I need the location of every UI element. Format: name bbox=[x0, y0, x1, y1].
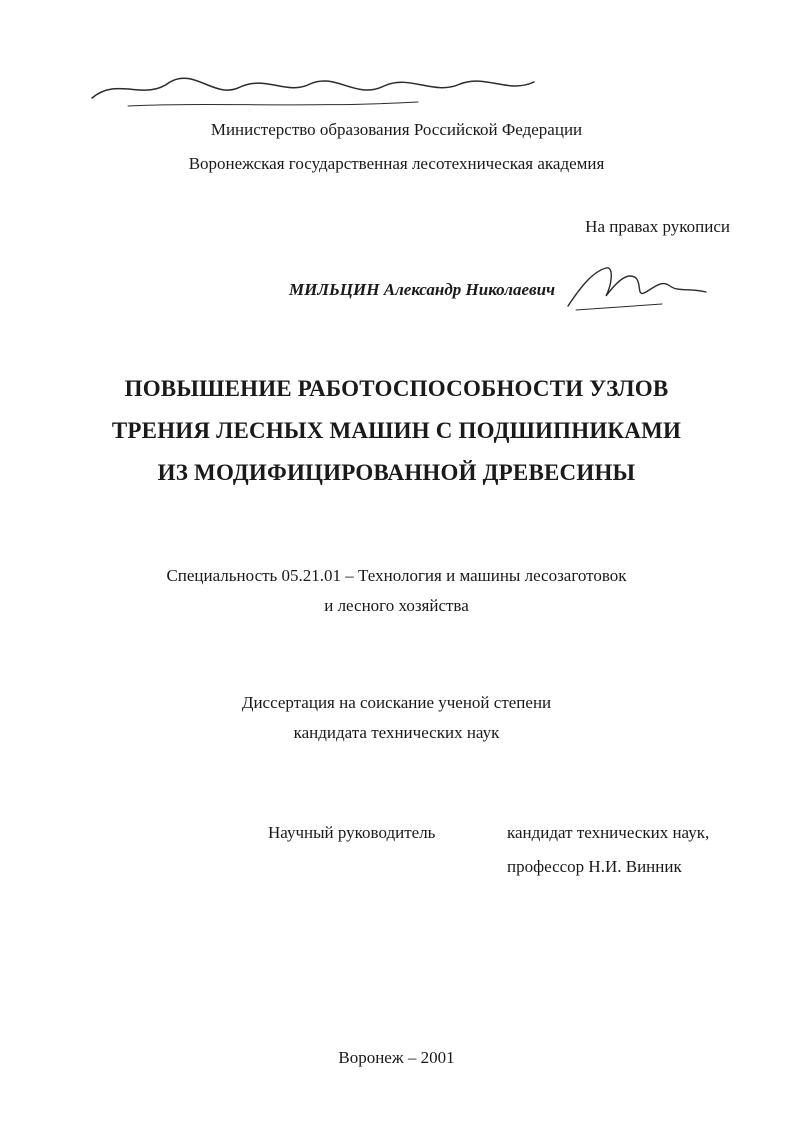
ministry-name: Министерство образования Российской Федерации bbox=[210, 120, 583, 139]
supervisor-name: профессор Н.И. Винник bbox=[507, 857, 682, 876]
title-line: ПОВЫШЕНИЕ РАБОТОСПОСОБНОСТИ УЗЛОВ bbox=[124, 376, 669, 401]
dissertation-degree-line-1: Диссертация на соискание ученой степени bbox=[241, 693, 552, 712]
handwritten-note-scribble bbox=[88, 62, 558, 114]
academy-name: Воронежская государственная лесотехническая академия bbox=[188, 154, 605, 173]
author-name: МИЛЬЦИН Александр Николаевич bbox=[289, 280, 555, 299]
supervisor-label: Научный руководитель bbox=[268, 823, 436, 842]
manuscript-rights-note: На правах рукописи bbox=[585, 217, 730, 236]
title-line: ИЗ МОДИФИЦИРОВАННОЙ ДРЕВЕСИНЫ bbox=[157, 460, 636, 485]
supervisor-degree: кандидат технических наук, bbox=[507, 823, 710, 842]
title-line: ТРЕНИЯ ЛЕСНЫХ МАШИН С ПОДШИПНИКАМИ bbox=[111, 418, 682, 443]
dissertation-degree-line-2: кандидата технических наук bbox=[293, 723, 500, 742]
signature-scribble bbox=[562, 258, 712, 318]
specialty-line-2: и лесного хозяйства bbox=[324, 596, 469, 615]
city-year: Воронеж – 2001 bbox=[338, 1048, 455, 1067]
dissertation-title bbox=[0, 368, 793, 494]
specialty-line-1: Специальность 05.21.01 – Технология и машины лесозаготовок bbox=[166, 566, 627, 585]
